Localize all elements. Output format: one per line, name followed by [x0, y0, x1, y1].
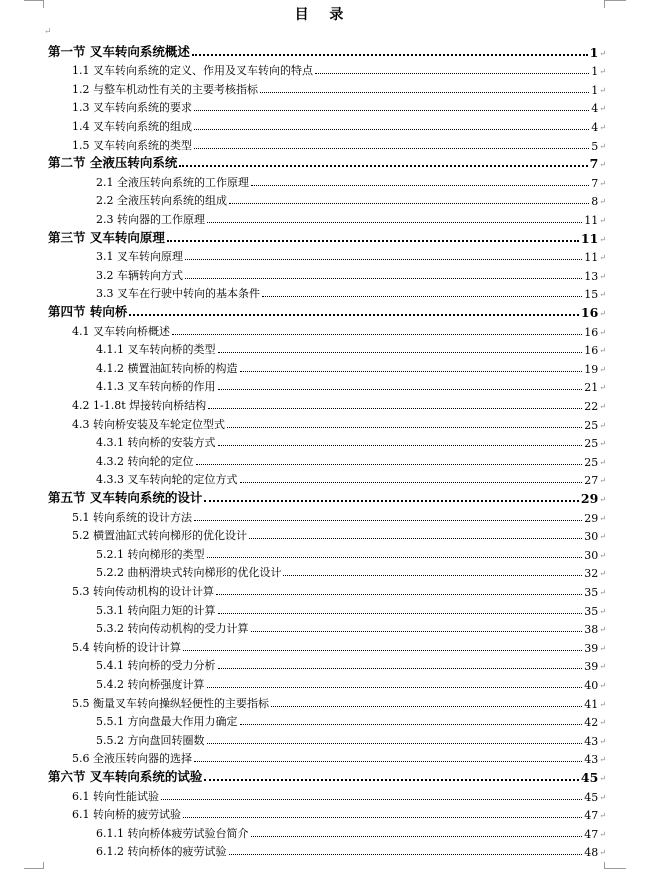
paragraph-mark-icon: ↵ [599, 85, 606, 95]
crop-mark-top-left-h [24, 0, 44, 1]
toc-entry-page: 16 [584, 344, 599, 358]
toc-leader-dots [240, 481, 583, 483]
paragraph-mark-icon: ↵ [44, 27, 52, 37]
toc-entry-page: 13 [584, 269, 599, 283]
toc-entry-label: 5.5.2 方向盘回转圈数 [96, 733, 205, 747]
toc-entry[interactable] [96, 562, 606, 581]
toc-entry[interactable] [72, 60, 606, 79]
toc-entry-page: 45 [580, 769, 599, 785]
toc-entry-page: 47 [584, 809, 599, 823]
crop-mark-bottom-left-h [24, 868, 44, 869]
paragraph-mark-icon: ↵ [599, 606, 606, 616]
toc-leader-dots [271, 705, 582, 707]
toc-entry-page: 16 [584, 325, 599, 339]
toc-entry[interactable] [96, 357, 606, 376]
toc-leader-dots [251, 630, 583, 632]
toc-entry[interactable] [96, 450, 606, 469]
toc-leader-dots [208, 407, 582, 409]
paragraph-mark-icon: ↵ [599, 327, 606, 337]
toc-entry[interactable] [72, 785, 606, 804]
toc-entry[interactable] [72, 525, 606, 544]
toc-entry-label: 6.1 转向桥的疲劳试验 [72, 808, 181, 822]
toc-leader-dots [194, 147, 589, 149]
toc-leader-dots [260, 91, 589, 93]
toc-entry-label: 1.1 叉车转向系统的定义、作用及叉车转向的特点 [72, 64, 313, 78]
toc-entry[interactable] [96, 599, 606, 618]
toc-entry-page: 47 [584, 827, 599, 841]
toc-entry-label: 4.2 1-1.8t 焊接转向桥结构 [72, 398, 207, 412]
paragraph-mark-icon: ↵ [599, 234, 606, 244]
toc-leader-dots [249, 537, 582, 539]
toc-leader-dots [283, 574, 582, 576]
toc-leader-dots [185, 258, 582, 260]
toc-entry-page: 29 [580, 490, 599, 506]
toc-leader-dots [207, 742, 583, 744]
toc-entry-label: 3.3 叉车在行驶中转向的基本条件 [96, 287, 260, 301]
paragraph-mark-icon: ↵ [599, 587, 606, 597]
toc-leader-dots [172, 333, 582, 335]
toc-entry[interactable] [72, 748, 606, 767]
paragraph-mark-icon: ↵ [599, 104, 606, 114]
toc-entry-page: 7 [591, 176, 599, 190]
toc-leader-dots [183, 649, 582, 651]
toc-entry[interactable] [48, 301, 606, 320]
toc-entry[interactable] [72, 506, 606, 525]
toc-entry-page: 5 [591, 139, 599, 153]
toc-leader-dots [185, 277, 582, 279]
toc-entry[interactable] [72, 636, 606, 655]
toc-entry-label: 5.5 衡量叉车转向操纵轻便性的主要指标 [72, 696, 269, 710]
toc-leader-dots [218, 388, 583, 390]
paragraph-mark-icon: ↵ [599, 364, 606, 374]
toc-entry-page: 8 [591, 195, 599, 209]
toc-entry[interactable] [96, 283, 606, 302]
paragraph-mark-icon: ↵ [599, 215, 606, 225]
toc-entry[interactable] [72, 320, 606, 339]
page-title: 目 录 [294, 7, 352, 23]
paragraph-mark-icon: ↵ [599, 160, 606, 170]
paragraph-mark-icon: ↵ [599, 439, 606, 449]
toc-entry-label: 第四节 转向桥 [48, 303, 128, 319]
toc-entry-page: 29 [584, 511, 599, 525]
paragraph-mark-icon: ↵ [599, 736, 606, 746]
toc-entry-label: 5.1 转向系统的设计方法 [72, 510, 192, 524]
crop-mark-top-right-h [604, 0, 626, 1]
crop-mark-bottom-right-h [604, 868, 626, 869]
toc-entry-label: 5.2.1 转向梯形的类型 [96, 547, 205, 561]
toc-entry-page: 7 [589, 156, 599, 172]
toc-entry[interactable] [48, 41, 606, 60]
toc-leader-dots [207, 221, 582, 223]
paragraph-mark-icon: ↵ [599, 829, 606, 839]
toc-entry[interactable] [96, 655, 606, 674]
toc-entry[interactable] [96, 171, 606, 190]
toc-leader-dots [218, 444, 583, 446]
toc-leader-dots [315, 72, 589, 74]
toc-entry-page: 25 [584, 455, 599, 469]
toc-entry-page: 39 [584, 641, 599, 655]
toc-leader-dots [240, 723, 583, 725]
toc-entry-label: 5.2 横置油缸式转向梯形的优化设计 [72, 529, 247, 543]
toc-entry-page: 40 [584, 678, 599, 692]
paragraph-mark-icon: ↵ [599, 420, 606, 430]
paragraph-mark-icon: ↵ [599, 271, 606, 281]
toc-entry-page: 16 [580, 304, 599, 320]
toc-entry-label: 第三节 叉车转向原理 [48, 229, 165, 245]
toc-entry-label: 2.3 转向器的工作原理 [96, 212, 205, 226]
toc-entry-page: 30 [584, 530, 599, 544]
paragraph-mark-icon: ↵ [599, 178, 606, 188]
toc-entry-label: 5.4.2 转向桥强度计算 [96, 677, 205, 691]
toc-entry-page: 1 [591, 65, 599, 79]
toc-entry-label: 1.3 叉车转向系统的要求 [72, 101, 192, 115]
toc-entry[interactable] [72, 78, 606, 97]
toc-entry[interactable] [48, 766, 606, 785]
toc-entry-label: 5.6 全液压转向器的选择 [72, 752, 192, 766]
toc-leader-dots [204, 778, 579, 781]
toc-entry-page: 43 [584, 753, 599, 767]
toc-leader-dots [262, 295, 582, 297]
toc-entry-page: 11 [584, 251, 599, 265]
toc-leader-dots [207, 556, 583, 558]
toc-entry-page: 21 [584, 381, 599, 395]
paragraph-mark-icon: ↵ [599, 792, 606, 802]
toc-entry-page: 42 [584, 716, 599, 730]
toc-leader-dots [194, 519, 582, 521]
toc-entry-label: 第二节 全液压转向系统 [48, 155, 178, 171]
toc-entry-label: 5.3.2 转向传动机构的受力计算 [96, 622, 249, 636]
paragraph-mark-icon: ↵ [599, 625, 606, 635]
toc-entry-page: 19 [584, 362, 599, 376]
toc-entry-page: 22 [584, 399, 599, 413]
toc-entry-label: 4.3.1 转向桥的安装方式 [96, 436, 216, 450]
toc-entry[interactable] [72, 580, 606, 599]
toc-entry-page: 1 [589, 44, 599, 60]
toc-leader-dots [218, 667, 583, 669]
toc-entry[interactable] [96, 246, 606, 265]
toc-entry[interactable] [96, 339, 606, 358]
toc-entry-label: 第六节 叉车转向系统的试验 [48, 768, 203, 784]
toc-entry-page: 15 [584, 288, 599, 302]
toc-entry-label: 2.1 全液压转向系统的工作原理 [96, 175, 249, 189]
toc-leader-dots [196, 463, 583, 465]
paragraph-mark-icon: ↵ [599, 457, 606, 467]
toc-leader-dots [251, 184, 589, 186]
paragraph-mark-icon: ↵ [599, 662, 606, 672]
toc-entry[interactable] [96, 543, 606, 562]
toc-entry-page: 30 [584, 548, 599, 562]
toc-leader-dots [227, 426, 582, 428]
toc-entry[interactable] [96, 711, 606, 730]
toc-entry-page: 4 [591, 120, 599, 134]
toc-leader-dots [218, 351, 583, 353]
toc-entry-page: 4 [591, 102, 599, 116]
toc-entry-label: 3.2 车辆转向方式 [96, 268, 183, 282]
paragraph-mark-icon: ↵ [599, 718, 606, 728]
toc-entry-label: 1.2 与整车机动性有关的主要考核指标 [72, 82, 258, 96]
toc-entry[interactable] [96, 618, 606, 637]
toc-entry-page: 25 [584, 437, 599, 451]
toc-entry-page: 48 [584, 846, 599, 860]
toc-leader-dots [194, 128, 589, 130]
toc-entry[interactable] [96, 841, 606, 860]
paragraph-mark-icon: ↵ [599, 401, 606, 411]
toc-entry-label: 4.3.3 叉车转向轮的定位方式 [96, 473, 238, 487]
paragraph-mark-icon: ↵ [599, 122, 606, 132]
paragraph-mark-icon: ↵ [599, 476, 606, 486]
toc-entry-label: 6.1.2 转向桥体的疲劳试验 [96, 845, 227, 859]
toc-entry[interactable] [96, 822, 606, 841]
toc-entry[interactable] [72, 115, 606, 134]
toc-entry-label: 1.5 叉车转向系统的类型 [72, 138, 192, 152]
paragraph-mark-icon: ↵ [599, 141, 606, 151]
toc-entry[interactable] [72, 692, 606, 711]
toc-entry[interactable] [72, 413, 606, 432]
toc-leader-dots [194, 760, 582, 762]
toc-leader-dots [194, 109, 589, 111]
toc-leader-dots [192, 53, 588, 56]
toc-leader-dots [218, 612, 583, 614]
toc-entry-label: 第一节 叉车转向系统概述 [48, 43, 190, 59]
toc-entry-label: 3.1 叉车转向原理 [96, 250, 183, 264]
paragraph-mark-icon: ↵ [599, 346, 606, 356]
toc-leader-dots [183, 816, 582, 818]
crop-mark-bottom-left-v [43, 862, 44, 869]
toc-entry[interactable] [96, 729, 606, 748]
paragraph-mark-icon: ↵ [599, 773, 606, 783]
toc-entry[interactable] [96, 264, 606, 283]
paragraph-mark-icon: ↵ [599, 513, 606, 523]
toc-leader-dots [204, 499, 579, 502]
toc-entry-label: 2.2 全液压转向系统的组成 [96, 194, 227, 208]
toc-entry[interactable] [96, 432, 606, 451]
toc-entry-page: 35 [584, 585, 599, 599]
toc-leader-dots [179, 164, 587, 167]
toc-entry-page: 27 [584, 474, 599, 488]
toc-entry-label: 6.1.1 转向桥体疲劳试验台简介 [96, 826, 249, 840]
paragraph-mark-icon: ↵ [599, 494, 606, 504]
toc-entry[interactable] [72, 97, 606, 116]
paragraph-mark-icon: ↵ [599, 811, 606, 821]
toc-entry-page: 39 [584, 660, 599, 674]
toc-entry[interactable] [96, 469, 606, 488]
paragraph-mark-icon: ↵ [599, 48, 606, 58]
toc-leader-dots [240, 370, 583, 372]
toc-entry-label: 4.1.3 叉车转向桥的作用 [96, 380, 216, 394]
toc-entry-page: 45 [584, 790, 599, 804]
paragraph-mark-icon: ↵ [599, 848, 606, 858]
toc-entry-page: 32 [584, 567, 599, 581]
paragraph-mark-icon: ↵ [599, 383, 606, 393]
toc-entry[interactable] [48, 153, 606, 172]
toc-entry[interactable] [96, 376, 606, 395]
toc-entry-label: 1.4 叉车转向系统的组成 [72, 119, 192, 133]
toc-leader-dots [251, 835, 583, 837]
toc-entry-page: 11 [580, 230, 599, 246]
toc-entry-label: 4.1.2 横置油缸转向桥的构造 [96, 361, 238, 375]
paragraph-mark-icon: ↵ [599, 550, 606, 560]
toc-leader-dots [229, 202, 589, 204]
paragraph-mark-icon: ↵ [599, 532, 606, 542]
toc-entry[interactable] [96, 673, 606, 692]
toc-entry-label: 5.4 转向桥的设计计算 [72, 640, 181, 654]
toc-entry[interactable] [96, 208, 606, 227]
toc-entry-label: 4.3.2 转向轮的定位 [96, 454, 194, 468]
toc-entry-label: 5.5.1 方向盘最大作用力确定 [96, 715, 238, 729]
toc-leader-dots [161, 798, 582, 800]
toc-entry-label: 第五节 叉车转向系统的设计 [48, 489, 203, 505]
toc-entry-page: 35 [584, 604, 599, 618]
paragraph-mark-icon: ↵ [599, 253, 606, 263]
paragraph-mark-icon: ↵ [599, 308, 606, 318]
paragraph-mark-icon: ↵ [599, 680, 606, 690]
toc-entry-label: 4.3 转向桥安装及车轮定位型式 [72, 417, 225, 431]
toc-entry-label: 5.3.1 转向阻力矩的计算 [96, 603, 216, 617]
toc-entry-label: 4.1 叉车转向桥概述 [72, 324, 170, 338]
toc-entry[interactable] [72, 804, 606, 823]
toc-entry-page: 38 [584, 623, 599, 637]
toc-entry[interactable] [48, 227, 606, 246]
toc-leader-dots [129, 313, 579, 316]
toc-entry-page: 11 [584, 213, 599, 227]
paragraph-mark-icon: ↵ [599, 755, 606, 765]
toc-entry-label: 5.2.2 曲柄滑块式转向梯形的优化设计 [96, 566, 282, 580]
toc-leader-dots [207, 686, 583, 688]
paragraph-mark-icon: ↵ [599, 699, 606, 709]
toc-entry-label: 6.1 转向性能试验 [72, 789, 159, 803]
toc-entry-page: 41 [584, 697, 599, 711]
toc-leader-dots [216, 593, 582, 595]
crop-mark-bottom-right-v [604, 862, 605, 869]
toc-entry[interactable] [72, 394, 606, 413]
paragraph-mark-icon: ↵ [599, 643, 606, 653]
paragraph-mark-icon: ↵ [599, 569, 606, 579]
toc-entry-page: 1 [591, 83, 599, 97]
paragraph-mark-icon: ↵ [599, 67, 606, 77]
toc-entry-label: 5.4.1 转向桥的受力分析 [96, 659, 216, 673]
toc-entry-label: 4.1.1 叉车转向桥的类型 [96, 343, 216, 357]
toc-entry-page: 25 [584, 418, 599, 432]
toc-entry-page: 43 [584, 734, 599, 748]
toc-entry[interactable] [48, 487, 606, 506]
paragraph-mark-icon: ↵ [599, 197, 606, 207]
toc-leader-dots [229, 853, 583, 855]
toc-entry[interactable] [72, 134, 606, 153]
toc-leader-dots [167, 239, 579, 242]
toc-entry-label: 5.3 转向传动机构的设计计算 [72, 584, 214, 598]
paragraph-mark-icon: ↵ [599, 290, 606, 300]
toc-entry[interactable] [96, 190, 606, 209]
